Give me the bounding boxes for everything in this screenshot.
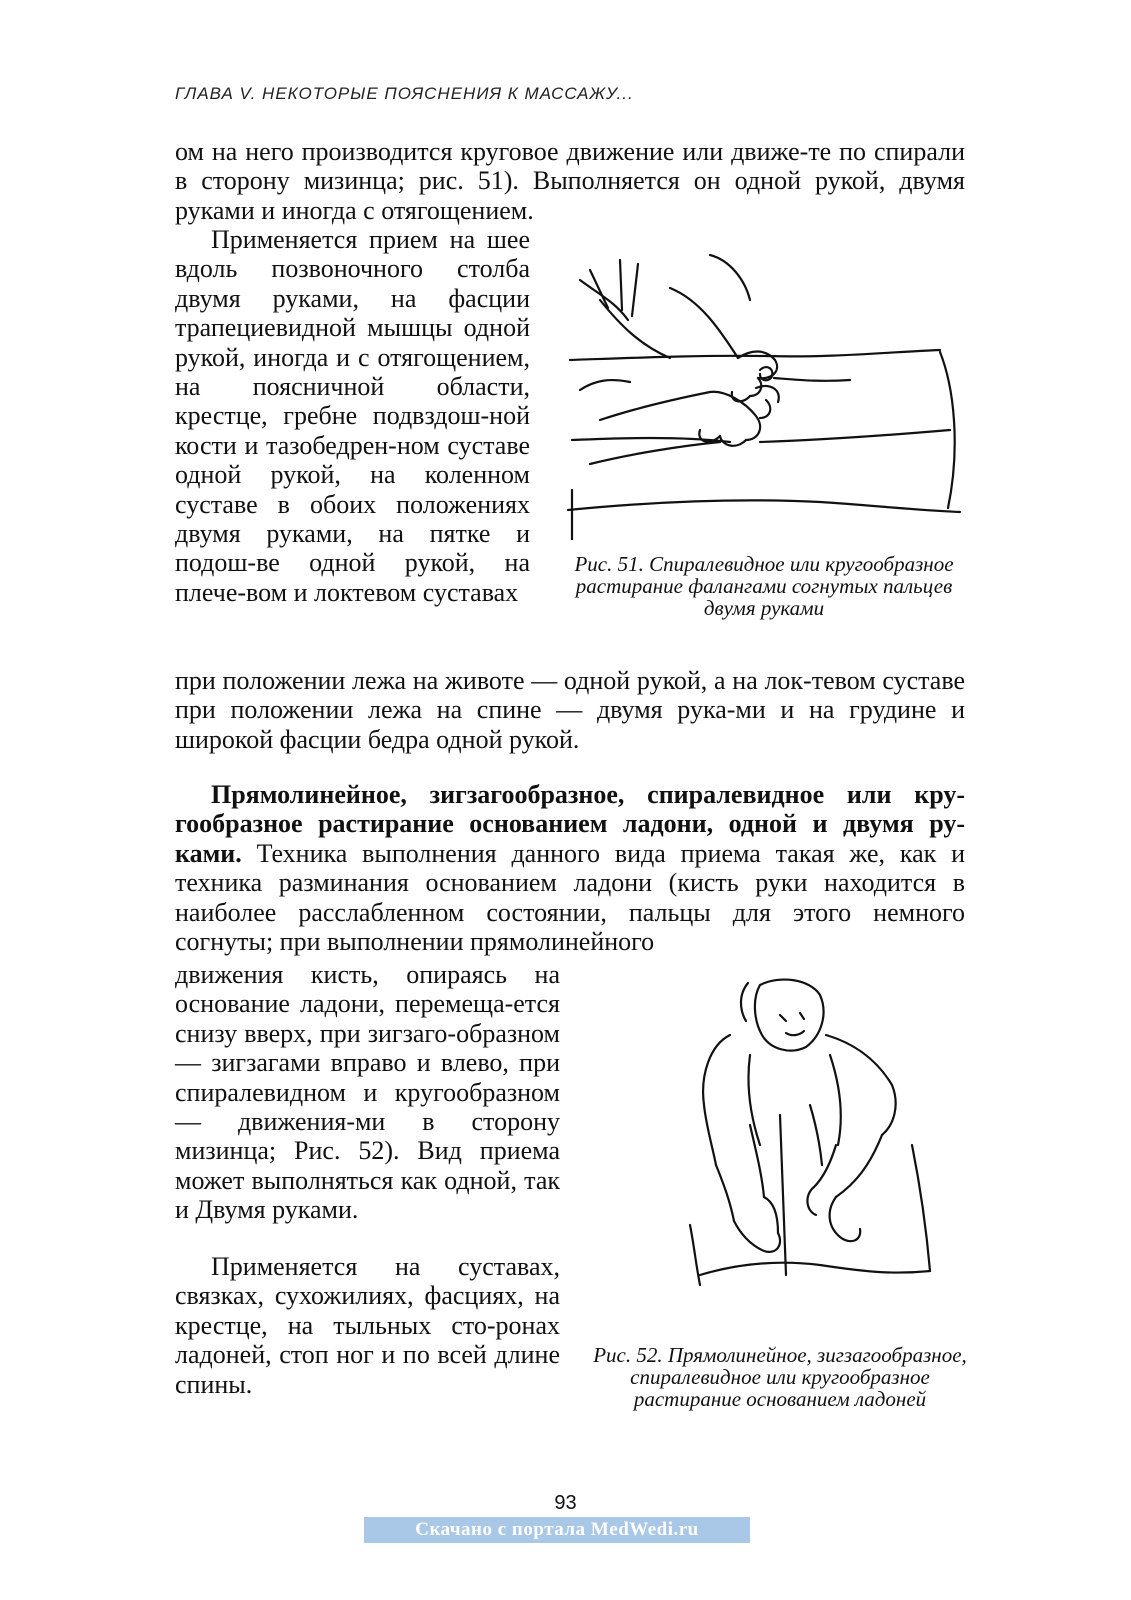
paragraph-3: [175, 1252, 560, 1399]
paragraph-1-wrapped-text: Применяется прием на шее вдоль позвоночного столба двумя руками, на фасции трапециевидной мышцы одной рукой, иногда и с отягощением, на поясничной области, крестце, гребне подвздош-ной кости и тазобедрен-ном суставе одной рукой, на коленном суставе в обоих положениях двумя руками, на пятке и подош-ве одной рукой, на плече-вом и локтевом суставах: [175, 225, 530, 607]
paragraph-2-bold-lead: Прямолинейное, зигзагообразное, спиралевидное или кру-гообразное растирание основанием ладони, одной и двумя ру-ками.: [175, 780, 965, 868]
paragraph-1-wrapped: [175, 225, 530, 607]
figure-52-caption: Рис. 52. Прямолинейное, зигзагообразное, спиралевидное или кругообразное растирание основанием ладоней: [593, 1343, 967, 1411]
figure-51-caption: Рис. 51. Спиралевидное или кругообразное растирание фалангами согнутых пальцев двумя руками: [574, 552, 954, 620]
paragraph-1-full: при положении лежа на животе — одной рукой, а на лок-тевом суставе при положении лежа на спине — двумя рука-ми и на грудине и широкой фасции бедра одной рукой.: [175, 666, 965, 754]
opening-paragraph: ом на него производится круговое движение или движе-те по спирали в сторону мизинца; рис. 51). Выполняется он одной рукой, двумя руками и иногда с отягощением.: [175, 137, 965, 225]
paragraph-3-text: Применяется на суставах, связках, сухожилиях, фасциях, на крестце, на тыльных сто-ронах ладоней, стоп ног и по всей длине спины.: [175, 1252, 560, 1399]
paragraph-2-wrapped: движения кисть, опираясь на основание ладони, перемеща-ется снизу вверх, при зигзаго-образном — зигзагами вправо и влево, при спиралевидном и кругообразном — движения-ми в сторону мизинца; Рис. 52). Вид приема может выполняться как одной, так и Двумя руками.: [175, 960, 560, 1225]
figure-52-illustration: [630, 975, 940, 1305]
download-banner[interactable]: Скачано с портала MedWedi.ru: [364, 1517, 750, 1543]
running-header: ГЛАВА V. НЕКОТОРЫЕ ПОЯСНЕНИЯ К МАССАЖУ...: [175, 84, 634, 103]
paragraph-2-full-text: Техника выполнения данного вида приема такая же, как и техника разминания основанием ладони (кисть руки находится в наиболее расслабленном состоянии, пальцы для этого немного согнуты; при выполнении прямолинейного: [175, 838, 965, 957]
figure-51-illustration: [560, 240, 970, 540]
paragraph-2: [175, 780, 965, 956]
page-number: 93: [554, 1492, 577, 1514]
